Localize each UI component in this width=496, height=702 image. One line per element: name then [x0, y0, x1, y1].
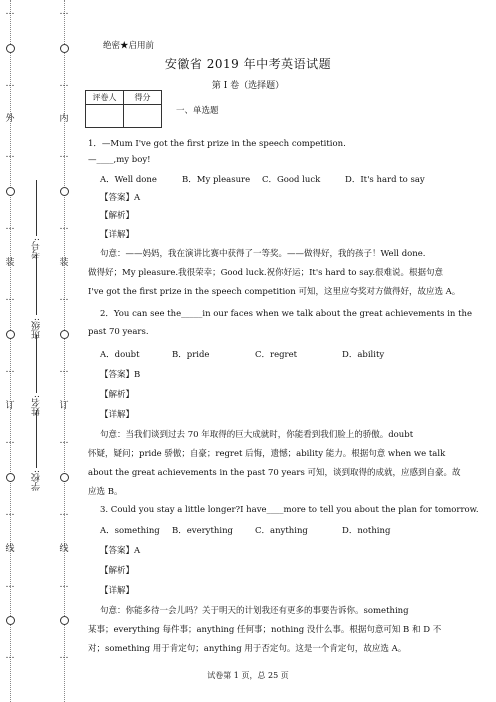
score-cell	[124, 105, 162, 128]
class-field-line	[36, 255, 37, 315]
option-b: B．My pleasure	[182, 175, 251, 185]
question-2-stem-2: past 70 years.	[88, 327, 149, 337]
binding-label-char: 线	[5, 543, 15, 554]
binding-label-char: 内	[59, 114, 69, 125]
confidential-mark: 绝密★启用前	[103, 41, 155, 51]
grader-cell	[86, 105, 124, 128]
binding-dots: …	[59, 651, 69, 662]
binding-dots: …	[59, 508, 69, 519]
binding-label-char: 订	[59, 400, 69, 411]
binding-dots: …	[5, 293, 15, 304]
question-1-answer: 【答案】A	[100, 193, 141, 203]
outer-dotted-line	[10, 0, 11, 702]
inner-dotted-line	[64, 0, 65, 702]
option-b: B．pride	[172, 350, 210, 360]
question-3-explanation-1: 句意：你能多待一会儿吗？关于明天的计划我还有更多的事要告诉你。something	[100, 606, 409, 616]
binding-dots: …	[5, 150, 15, 161]
binding-dots: …	[59, 436, 69, 447]
grader-header: 评卷人	[86, 91, 124, 105]
question-3-explanation-3: 对；something 用于肯定句；anything 用于否定句。这是一个肯定句，故应选 A。	[88, 644, 407, 654]
binding-dots: …	[59, 221, 69, 232]
question-1-analysis: 【解析】	[100, 211, 135, 221]
binding-dots: …	[59, 150, 69, 161]
binding-dots: …	[5, 651, 15, 662]
option-a: A．Well done	[100, 175, 157, 185]
question-1-stem: 1．—Mum I've got the first prize in the speech competition.	[88, 139, 346, 149]
question-1-detail: 【详解】	[100, 230, 135, 240]
binding-circle-mark	[6, 44, 15, 53]
question-2-explanation-4: 应选 B。	[88, 487, 123, 497]
option-c: C．anything	[255, 526, 308, 536]
question-3-stem: 3. Could you stay a little longer?I have____more to tell you about the plan for tomorrow.	[100, 505, 479, 515]
option-c: C．regret	[255, 350, 298, 360]
question-1-explanation-2: 做得好；My pleasure.我很荣幸；Good luck.祝你好运；It's hard to say.很难说。根据句意	[88, 268, 444, 278]
binding-dots: …	[59, 579, 69, 590]
binding-dots: …	[5, 221, 15, 232]
name-field-line	[36, 335, 37, 393]
question-1-explanation-1: 句意：——妈妈，我在演讲比赛中获得了一等奖。——做得好，我的孩子！Well done.	[100, 249, 426, 259]
exam-number-field-line	[36, 180, 37, 236]
question-3-detail: 【详解】	[100, 586, 135, 596]
option-a: A．something	[100, 526, 160, 536]
binding-dots: …	[5, 364, 15, 375]
option-d: D．ability	[342, 350, 385, 360]
binding-label-char: 外	[5, 114, 15, 125]
school-field-line	[36, 410, 37, 468]
option-a: A．doubt	[100, 350, 140, 360]
binding-dots: …	[59, 364, 69, 375]
binding-circle-mark	[60, 187, 69, 196]
option-d: D．It's hard to say	[345, 175, 425, 185]
option-d: D．nothing	[342, 526, 391, 536]
binding-dots: …	[5, 78, 15, 89]
class-field-label: 班级:	[32, 318, 42, 340]
binding-dots: …	[5, 7, 15, 17]
section-title: 一、单选题	[176, 106, 219, 116]
volume-heading: 第 I 卷（选择题）	[211, 81, 285, 91]
question-1-stem-2: —____,my boy!	[88, 155, 151, 165]
question-2-explanation-3: about the great achievements in the past 70 years 可知，谈到取得的成就，应感到自豪。故	[88, 468, 461, 478]
question-3-answer: 【答案】A	[100, 546, 141, 556]
binding-circle-mark	[60, 44, 69, 53]
binding-label-char: 装	[5, 257, 15, 268]
question-1-explanation-3: I've got the first prize in the speech competition 可知，这里应夸奖对方做得好，故应选 A。	[88, 287, 461, 297]
binding-circle-mark	[6, 187, 15, 196]
question-3-explanation-2: 某事；everything 每件事；anything 任何事；nothing 没什么事。根据句意可知 B 和 D 不	[88, 625, 442, 635]
binding-dots: …	[59, 293, 69, 304]
binding-label-char: 装	[59, 257, 69, 268]
question-2-stem: 2．You can see the_____in our faces when we talk about the great achievements in the	[100, 309, 473, 319]
question-2-answer: 【答案】B	[100, 370, 141, 380]
binding-dots: …	[5, 508, 15, 519]
binding-dots: …	[5, 579, 15, 590]
binding-label-char: 线	[59, 543, 69, 554]
score-table	[85, 90, 162, 128]
option-b: B．everything	[172, 526, 233, 536]
binding-label-char: 订	[5, 400, 15, 411]
binding-dots: …	[5, 436, 15, 447]
option-c: C．Good luck	[262, 175, 321, 185]
binding-dots: …	[59, 78, 69, 89]
question-3-analysis: 【解析】	[100, 566, 135, 576]
question-2-analysis: 【解析】	[100, 390, 135, 400]
question-2-explanation-2: 怀疑，疑问；pride 骄傲；自豪；regret 后悔，遗憾；ability 能力。根据句意 when we talk	[88, 449, 446, 459]
page-title: 安徽省 2019 年中考英语试题	[164, 57, 332, 71]
score-header: 得分	[124, 91, 162, 105]
question-2-detail: 【详解】	[100, 410, 135, 420]
student-info-strip	[20, 0, 55, 702]
name-field-label: 姓名:	[32, 395, 42, 417]
school-field-label: 学校:	[32, 470, 42, 492]
binding-dots: …	[59, 7, 69, 17]
exam-number-field-label: 考号:	[32, 238, 42, 260]
question-2-explanation-1: 句意：当我们谈到过去 70 年取得的巨大成就时，你能看到我们脸上的骄傲。doubt	[100, 430, 414, 440]
page-footer: 试卷第 1 页，总 25 页	[207, 671, 289, 680]
